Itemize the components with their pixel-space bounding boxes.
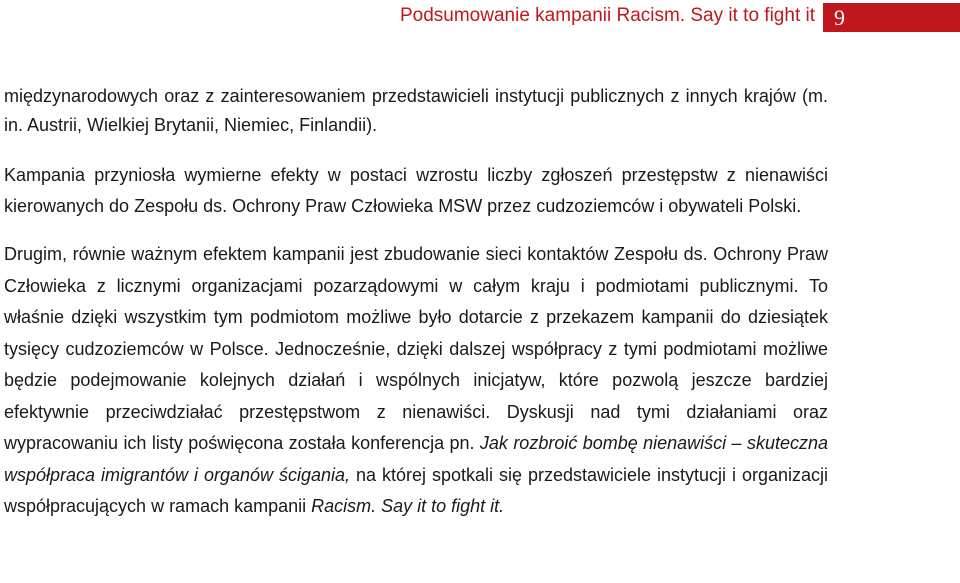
page-header [0,0,960,40]
page-number-badge [823,3,960,32]
paragraph-1: międzynarodowych oraz z zainteresowaniem przedstawicieli instytucji publicznych z innych krajów (m. in. Austrii, Wielkiej Brytanii, Niemiec, Finlandii). [4,86,828,135]
document-body [4,82,828,523]
paragraph-3-text: Drugim, równie ważnym efektem kampanii jest zbudowanie sieci kontaktów Zespołu ds. Ochrony Praw Człowieka z licznymi organizacjami pozarządowymi w całym kraju i podmiotami publicznymi. To właśnie dzięki wszystkim tym podmiotom możliwe było dotarcie z przekazem kampanii do dziesiątek tysięcy cudzoziemców w Polsce. Jednocześnie, dzięki dalszej współpracy z tymi podmiotami możliwe będzie podejmowanie kolejnych działań i wspólnych inicjatyw, które pozwolą jeszcze bardziej efektywnie przeciwdziałać przestępstwom z nienawiści. Dyskusji nad tymi działaniami oraz wypracowaniu ich listy poświęcona została konferencja pn. [4,244,828,453]
paragraph-3-continuation: na której spotkali się przedstawiciele instytucji i organizacji współpracujących w ramach kampanii [4,464,828,516]
header-title: Podsumowanie kampanii Racism. Say it to fight it [399,5,815,26]
paragraph-2: Kampania przyniosła wymierne efekty w postaci wzrostu liczby zgłoszeń przestępstw z nienawiści kierowanych do Zespołu ds. Ochrony Praw Człowieka MSW przez cudzoziemców i obywateli Polski. [4,165,828,216]
paragraph-3 [4,239,828,523]
page-number: 9 [834,5,845,30]
campaign-name: Racism. Say it to fight it. [311,496,505,516]
conference-title: Jak rozbroić bombę nienawiści – skuteczna współpraca imigrantów i organów ścigania, [4,433,828,485]
